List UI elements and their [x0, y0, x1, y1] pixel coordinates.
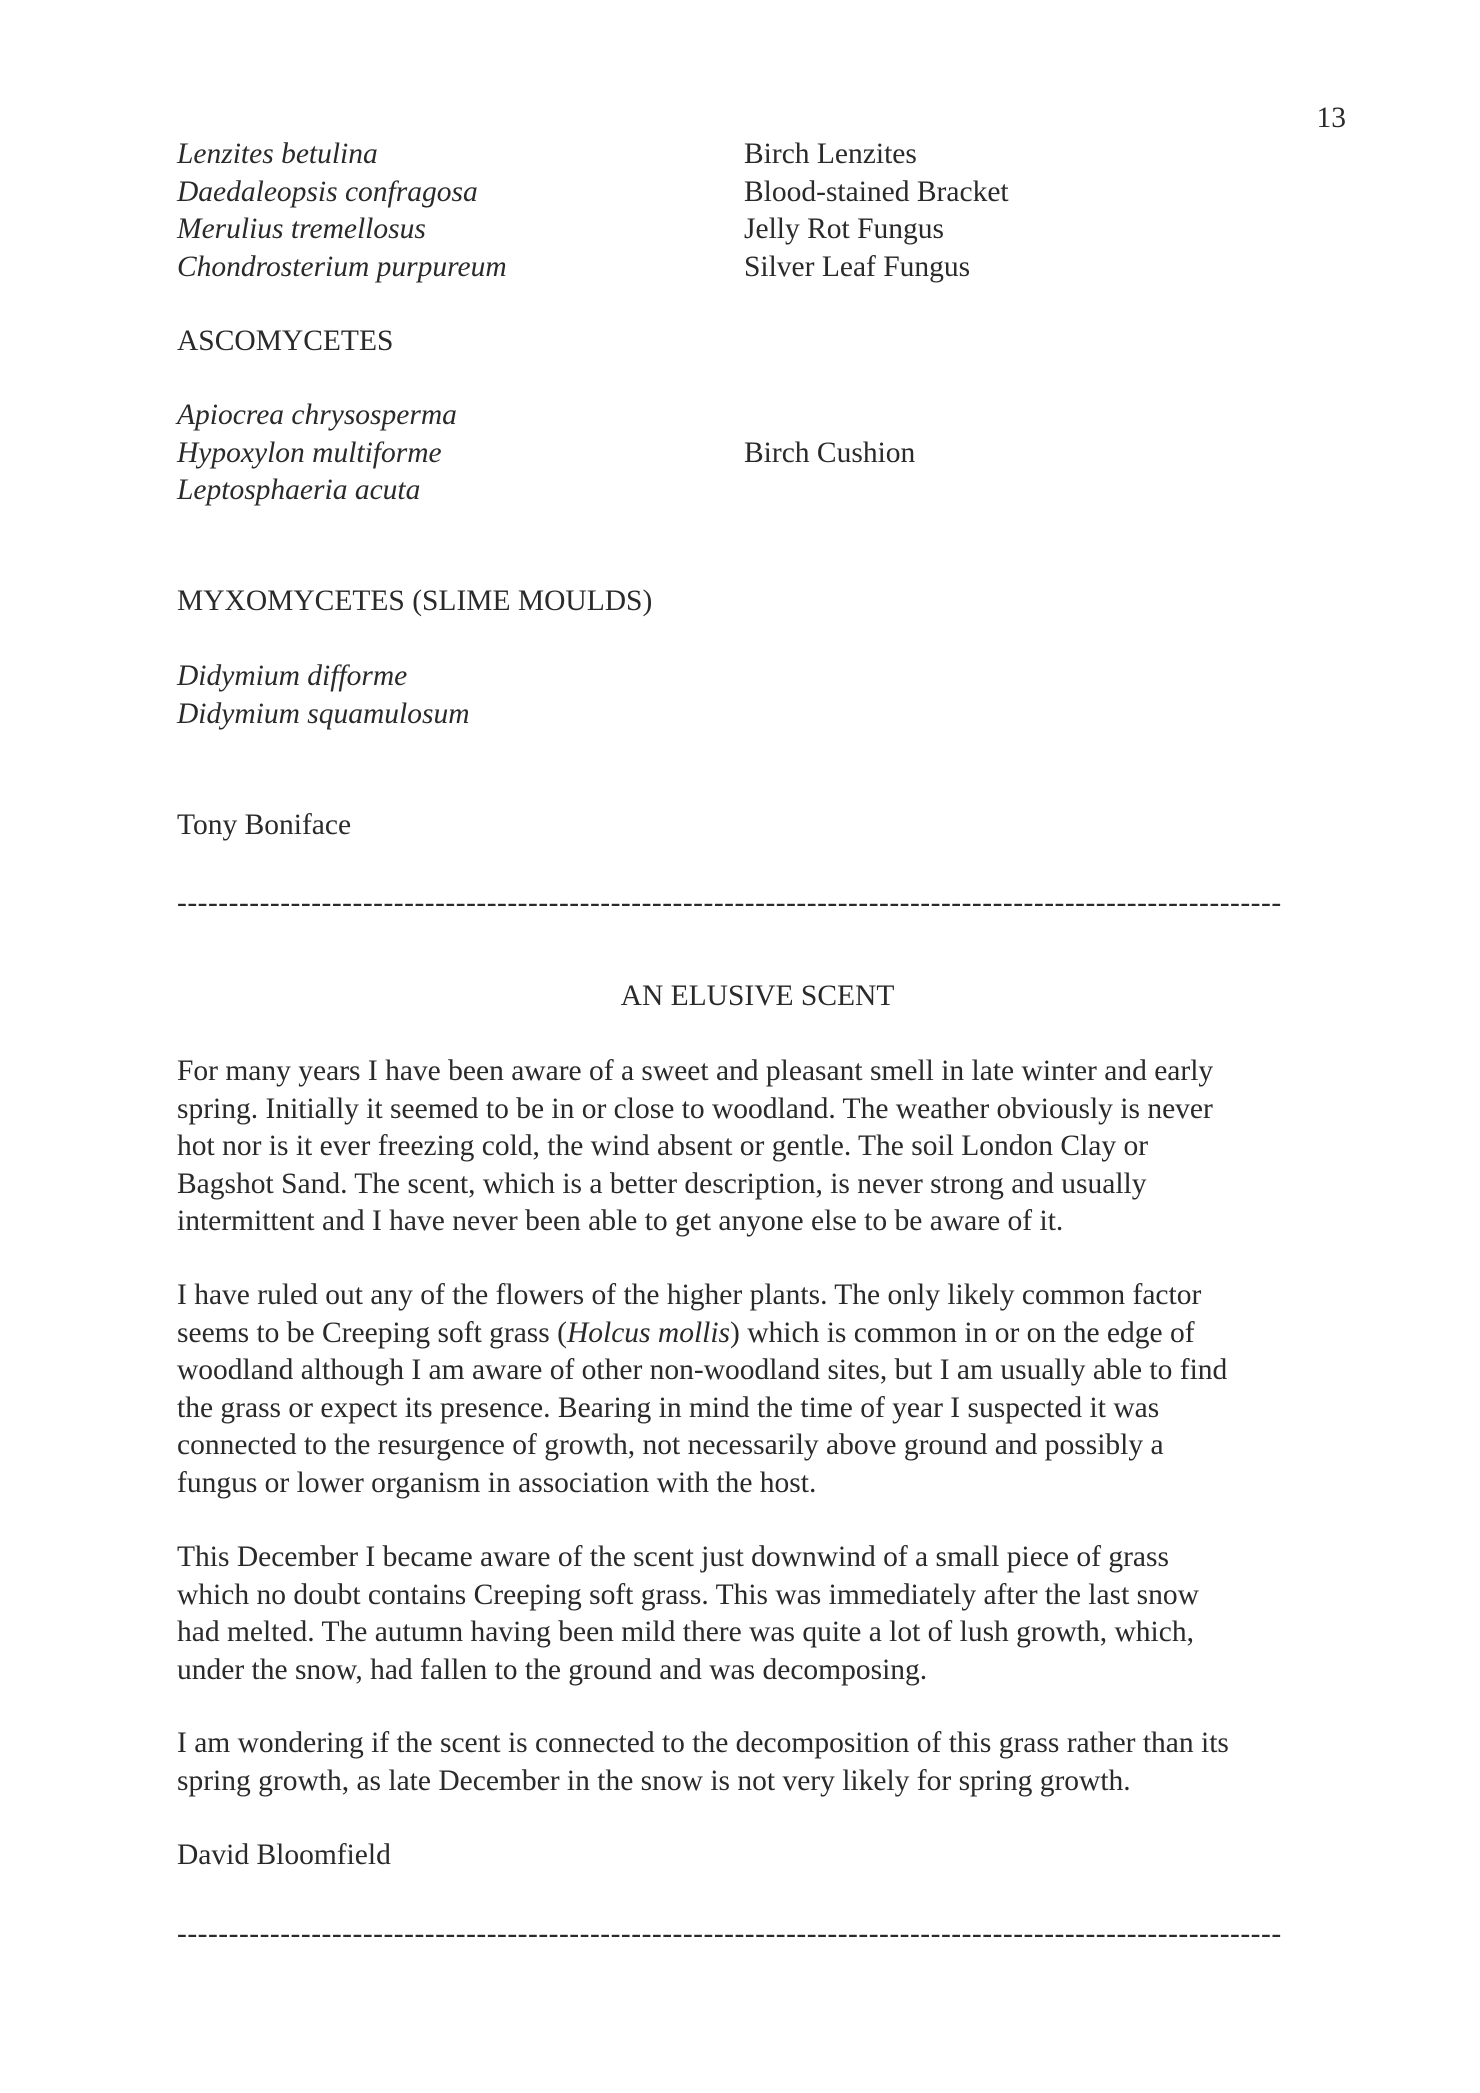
species-row [177, 249, 1327, 287]
species-row [177, 435, 1327, 473]
paragraph-line: Bagshot Sand. The scent, which is a better description, is never strong and usually [177, 1167, 1147, 1200]
myxomycetes-species-list [177, 658, 1327, 733]
species-row [177, 696, 1327, 734]
species-common-name [744, 472, 1327, 510]
species-latin-name: Apiocrea chrysosperma [177, 399, 457, 431]
article-paragraph [177, 1725, 1337, 1800]
species-row [177, 472, 1327, 510]
page-number: 13 [1316, 102, 1346, 134]
paragraph-line: which no doubt contains Creeping soft grass. This was immediately after the last snow [177, 1578, 1199, 1611]
species-common-name: Blood-stained Bracket [744, 175, 1009, 208]
line-text: ) which is common in or on the edge of [730, 1316, 1195, 1349]
paragraph-line: For many years I have been aware of a sweet and pleasant smell in late winter and early [177, 1055, 1214, 1087]
paragraph-line: spring. Initially it seemed to be in or close to woodland. The weather obviously is never [177, 1092, 1213, 1125]
species-common-name [744, 658, 1327, 696]
species-italic-name: Holcus mollis [566, 1316, 731, 1349]
species-latin-name: Lenzites betulina [177, 138, 378, 170]
article-paragraph [177, 1539, 1337, 1689]
paragraph-line: under the snow, had fallen to the ground and was decomposing. [177, 1653, 928, 1686]
author-signature-2: David Bloomfield [177, 1839, 391, 1871]
species-row [177, 211, 1327, 249]
species-latin-name: Chondrosterium purpureum [177, 250, 507, 283]
species-latin-name: Didymium squamulosum [177, 697, 470, 730]
paragraph-line: intermittent and I have never been able to get anyone else to be aware of it. [177, 1205, 1064, 1237]
species-common-name: Birch Lenzites [744, 138, 917, 170]
article-title: AN ELUSIVE SCENT [620, 980, 895, 1012]
species-common-name [744, 696, 1327, 734]
myxomycetes-heading: MYXOMYCETES (SLIME MOULDS) [177, 585, 653, 617]
species-latin-name: Merulius tremellosus [177, 213, 426, 245]
species-common-name: Silver Leaf Fungus [744, 250, 971, 283]
ascomycetes-heading: ASCOMYCETES [177, 325, 394, 357]
article-paragraph [177, 1277, 1337, 1502]
species-common-name: Jelly Rot Fungus [744, 213, 944, 245]
paragraph-line: hot nor is it ever freezing cold, the wind absent or gentle. The soil London Clay or [177, 1130, 1149, 1162]
author-signature-1: Tony Boniface [177, 809, 352, 841]
section-divider: ----------------------------------------------------------------------------------------------------------- [177, 887, 1282, 919]
species-common-name: Birch Cushion [744, 436, 916, 469]
species-latin-name: Leptosphaeria acuta [177, 474, 421, 506]
species-common-name [744, 397, 1327, 435]
species-latin-name: Didymium difforme [177, 660, 408, 692]
species-latin-name: Hypoxylon multiforme [177, 436, 442, 469]
paragraph-line: had melted. The autumn having been mild there was quite a lot of lush growth, which, [177, 1616, 1194, 1648]
line-text: seems to be Creeping soft grass ( [177, 1316, 567, 1349]
paragraph-line: spring growth, as late December in the snow is not very likely for spring growth. [177, 1764, 1131, 1797]
species-row [177, 136, 1327, 174]
paragraph-line: fungus or lower organism in association with the host. [177, 1466, 817, 1499]
paragraph-line: connected to the resurgence of growth, not necessarily above ground and possibly a [177, 1429, 1164, 1461]
ascomycetes-species-list [177, 397, 1327, 510]
paragraph-line: I am wondering if the scent is connected to the decomposition of this grass rather than its [177, 1727, 1229, 1759]
paragraph-line: the grass or expect its presence. Bearing in mind the time of year I suspected it was [177, 1391, 1160, 1424]
paragraph-line [177, 1315, 1337, 1353]
paragraph-line: woodland although I am aware of other non-woodland sites, but I am usually able to find [177, 1354, 1228, 1386]
article-paragraph [177, 1053, 1337, 1241]
species-row [177, 397, 1327, 435]
basidiomycetes-species-list [177, 136, 1327, 286]
paragraph-line: I have ruled out any of the flowers of the higher plants. The only likely common factor [177, 1279, 1202, 1311]
paragraph-line: This December I became aware of the scent just downwind of a small piece of grass [177, 1541, 1169, 1573]
species-row [177, 658, 1327, 696]
species-latin-name: Daedaleopsis confragosa [177, 175, 478, 208]
species-row [177, 174, 1327, 212]
section-divider: ----------------------------------------------------------------------------------------------------------- [177, 1918, 1282, 1950]
